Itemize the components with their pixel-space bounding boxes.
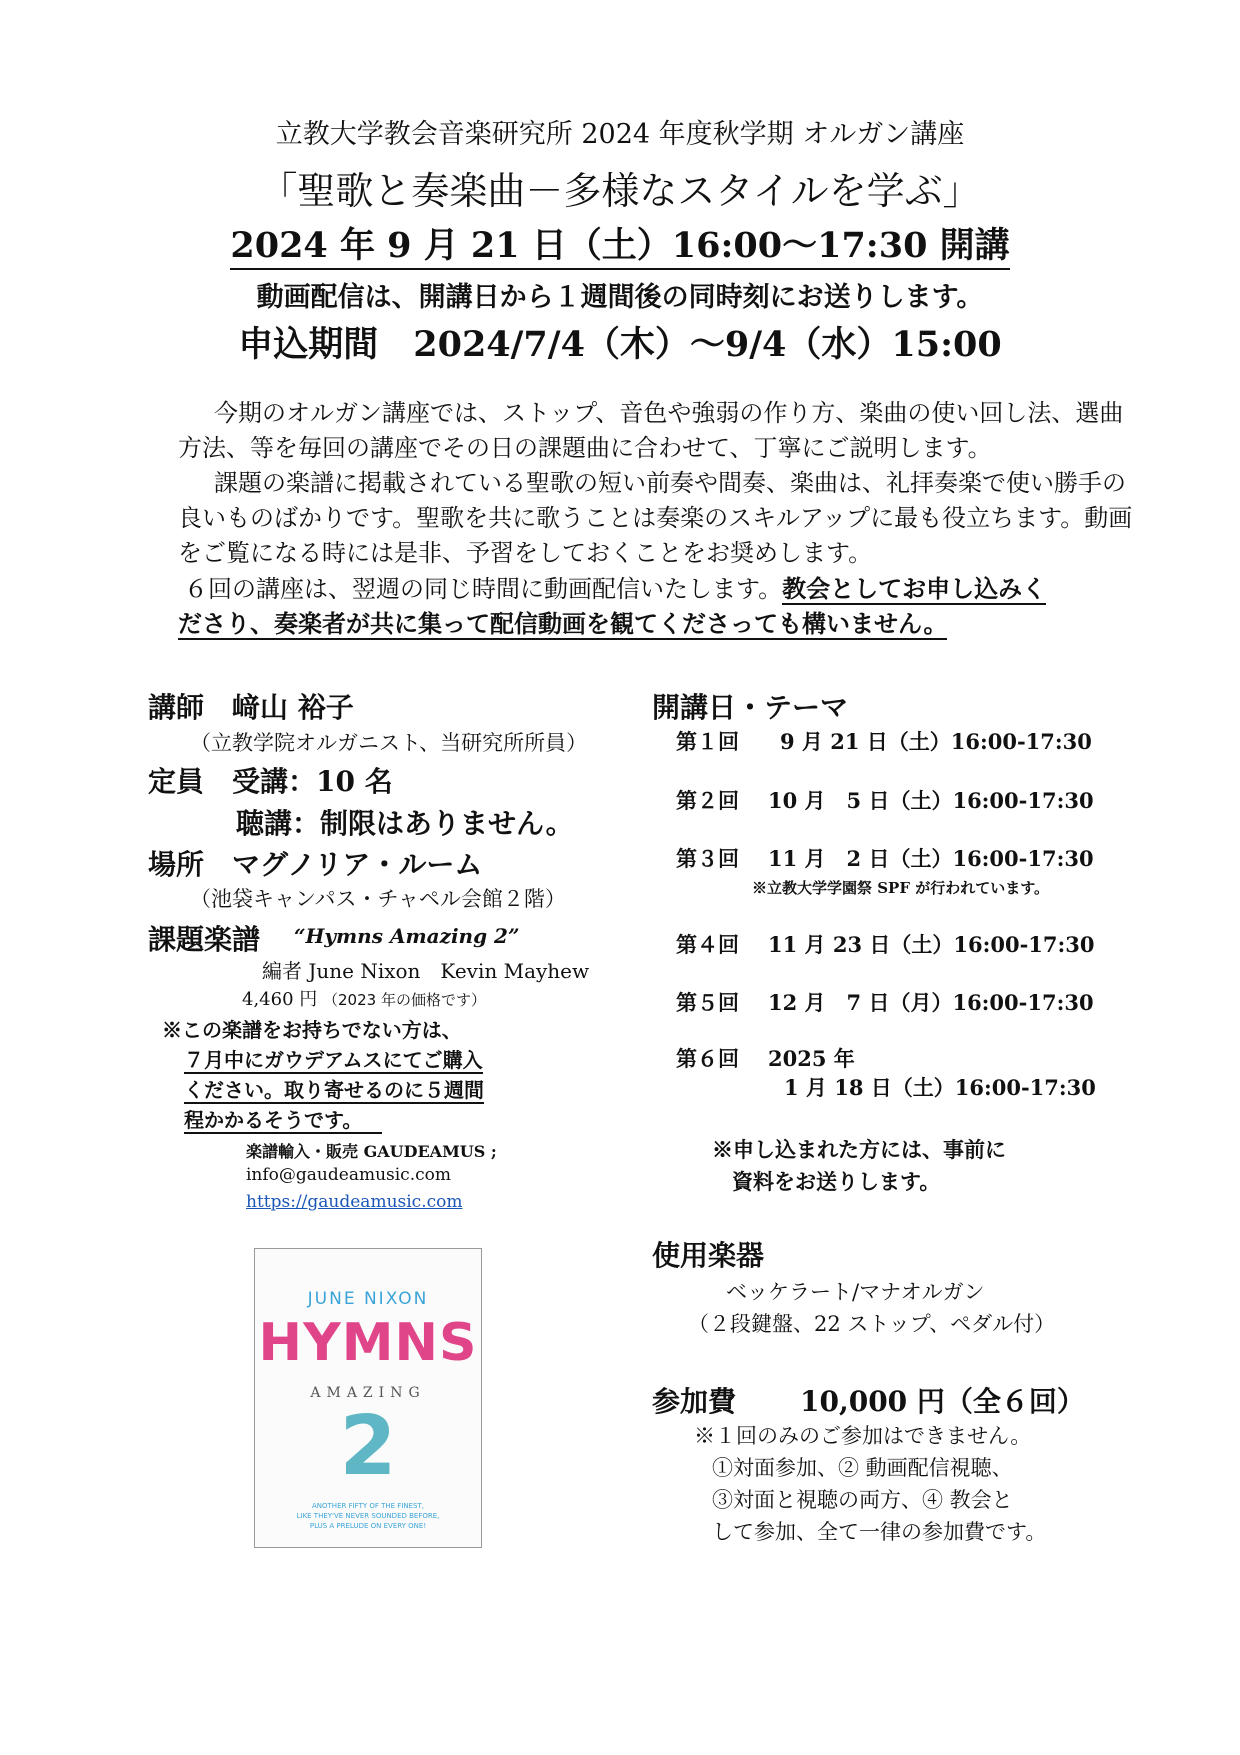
cover-blurb: ANOTHER FIFTY OF THE FINEST, LIKE THEY'VE NEVER SOUNDED BEFORE, PLUS A PRELUDE ON EVERY ONE! [296,1502,440,1530]
session-3-note: ※立教大学学園祭 SPF が行われています。 [752,879,1050,897]
instrument-heading: 使用楽器 [652,1239,765,1272]
score-notice-4: 程かかるそうです。 [184,1104,382,1133]
cover-title: HYMNS [258,1313,478,1373]
score-editor: 編者 June Nixon Kevin Mayhew [262,959,590,983]
session-6-date: 1 月 18 日（土）16:00-17:30 [784,1075,1096,1100]
fee-amount: 10,000 円（全６回） [800,1385,1085,1418]
session-6-number: 第６回 [676,1046,739,1071]
lecturer-affiliation: （立教学院オルガニスト、当研究所所員） [190,731,588,755]
cover-subtitle: AMAZING [310,1385,426,1401]
seller-email: info@gaudeamusic.com [246,1165,451,1185]
session-4-date: 11 月 23 日（土）16:00-17:30 [768,932,1095,957]
session-4-number: 第４回 [676,932,739,957]
session-3-date: 11 月 2 日（土）16:00-17:30 [768,846,1094,871]
fee-label: 参加費 [652,1385,737,1418]
materials-note-2: 資料をお送りします。 [732,1169,941,1194]
session-5-number: 第５回 [676,990,739,1015]
session-2-number: 第２回 [676,788,739,813]
lecturer: 講師 﨑山 裕子 [148,691,354,724]
instrument-spec: （２段鍵盤、22 ストップ、ペダル付） [688,1312,1056,1336]
video-distribution-note: 動画配信は、開講日から１週間後の同時刻にお送りします。 [256,282,984,313]
score-price: 4,460 円 （2023 年の価格です） [242,989,486,1010]
score-label: 課題楽譜 [148,923,261,956]
fee-note-1: ※１回のみのご参加はできません。 [694,1424,1032,1448]
session-2-date: 10 月 5 日（土）16:00-17:30 [768,788,1094,813]
session-5-date: 12 月 7 日（月）16:00-17:30 [768,990,1094,1015]
venue-detail: （池袋キャンパス・チャペル会館２階） [190,887,566,911]
fee-note-4: して参加、全て一律の参加費です。 [712,1520,1047,1544]
course-start-date: 2024 年 9 月 21 日（土）16:00～17:30 開講 [0,218,1240,268]
fee-note-3: ③対面と視聴の両方、④ 教会と [712,1488,1013,1512]
session-1-number: 第１回 [676,729,739,754]
intro-paragraph-3: ６回の講座は、翌週の同じ時間に動画配信いたします。教会としてお申し込みく [184,574,1047,603]
intro-paragraph-1: 今期のオルガン講座では、ストップ、音色や強弱の作り方、楽曲の使い回し法、選曲方法、等を毎回の講座でその日の課題曲に合わせて、丁寧にご説明します。 [178,399,1124,462]
institute-heading: 立教大学教会音楽研究所 2024 年度秋学期 オルガン講座 [275,119,965,150]
book-cover-image [254,1248,482,1548]
session-1-date: 9 月 21 日（土）16:00-17:30 [780,729,1092,754]
capacity-attend: 定員 受講：10 名 [148,765,393,798]
score-seller: 楽譜輸入・販売 GAUDEAMUS ; [246,1142,497,1161]
materials-note-1: ※申し込まれた方には、事前に [712,1137,1006,1162]
cover-number: 2 [339,1399,397,1494]
intro-paragraph-3-cont: ださり、奏楽者が共に集って配信動画を観てくださっても構いません。 [178,609,948,638]
score-notice-3: ください。取り寄せるのに５週間 [184,1078,484,1102]
capacity-audit: 聴講：制限はありません。 [236,807,574,840]
fee-note-2: ①対面参加、② 動画配信視聴、 [712,1456,1013,1480]
venue: 場所 マグノリア・ルーム [148,848,483,881]
session-6-year: 2025 年 [768,1046,855,1071]
schedule-heading: 開講日・テーマ [652,691,849,724]
intro-paragraph-2: 課題の楽譜に掲載されている聖歌の短い前奏や間奏、楽曲は、礼拝奏楽で使い勝手の良いものばかりです。聖歌を共に歌うことは奏楽のスキルアップに最も役立ちます。動画をご覧になる時には是非、予習をしておくことをお奨めします。 [178,469,1133,567]
seller-website-link[interactable]: https://gaudeamusic.com [246,1192,463,1212]
session-3-number: 第３回 [676,846,739,871]
instrument-name: ベッケラート/マナオルガン [726,1280,985,1304]
cover-author: JUNE NIXON [307,1289,429,1309]
course-title: 「聖歌と奏楽曲－多様なスタイルを学ぶ」 [259,169,981,213]
application-period: 申込期間 2024/7/4（木）～9/4（水）15:00 [238,324,1002,365]
score-notice-1: ※この楽譜をお持ちでない方は、 [162,1018,462,1042]
score-notice-2: ７月中にガウデアムスにてご購入 [184,1048,483,1072]
score-title: “Hymns Amazing 2” [294,924,520,948]
